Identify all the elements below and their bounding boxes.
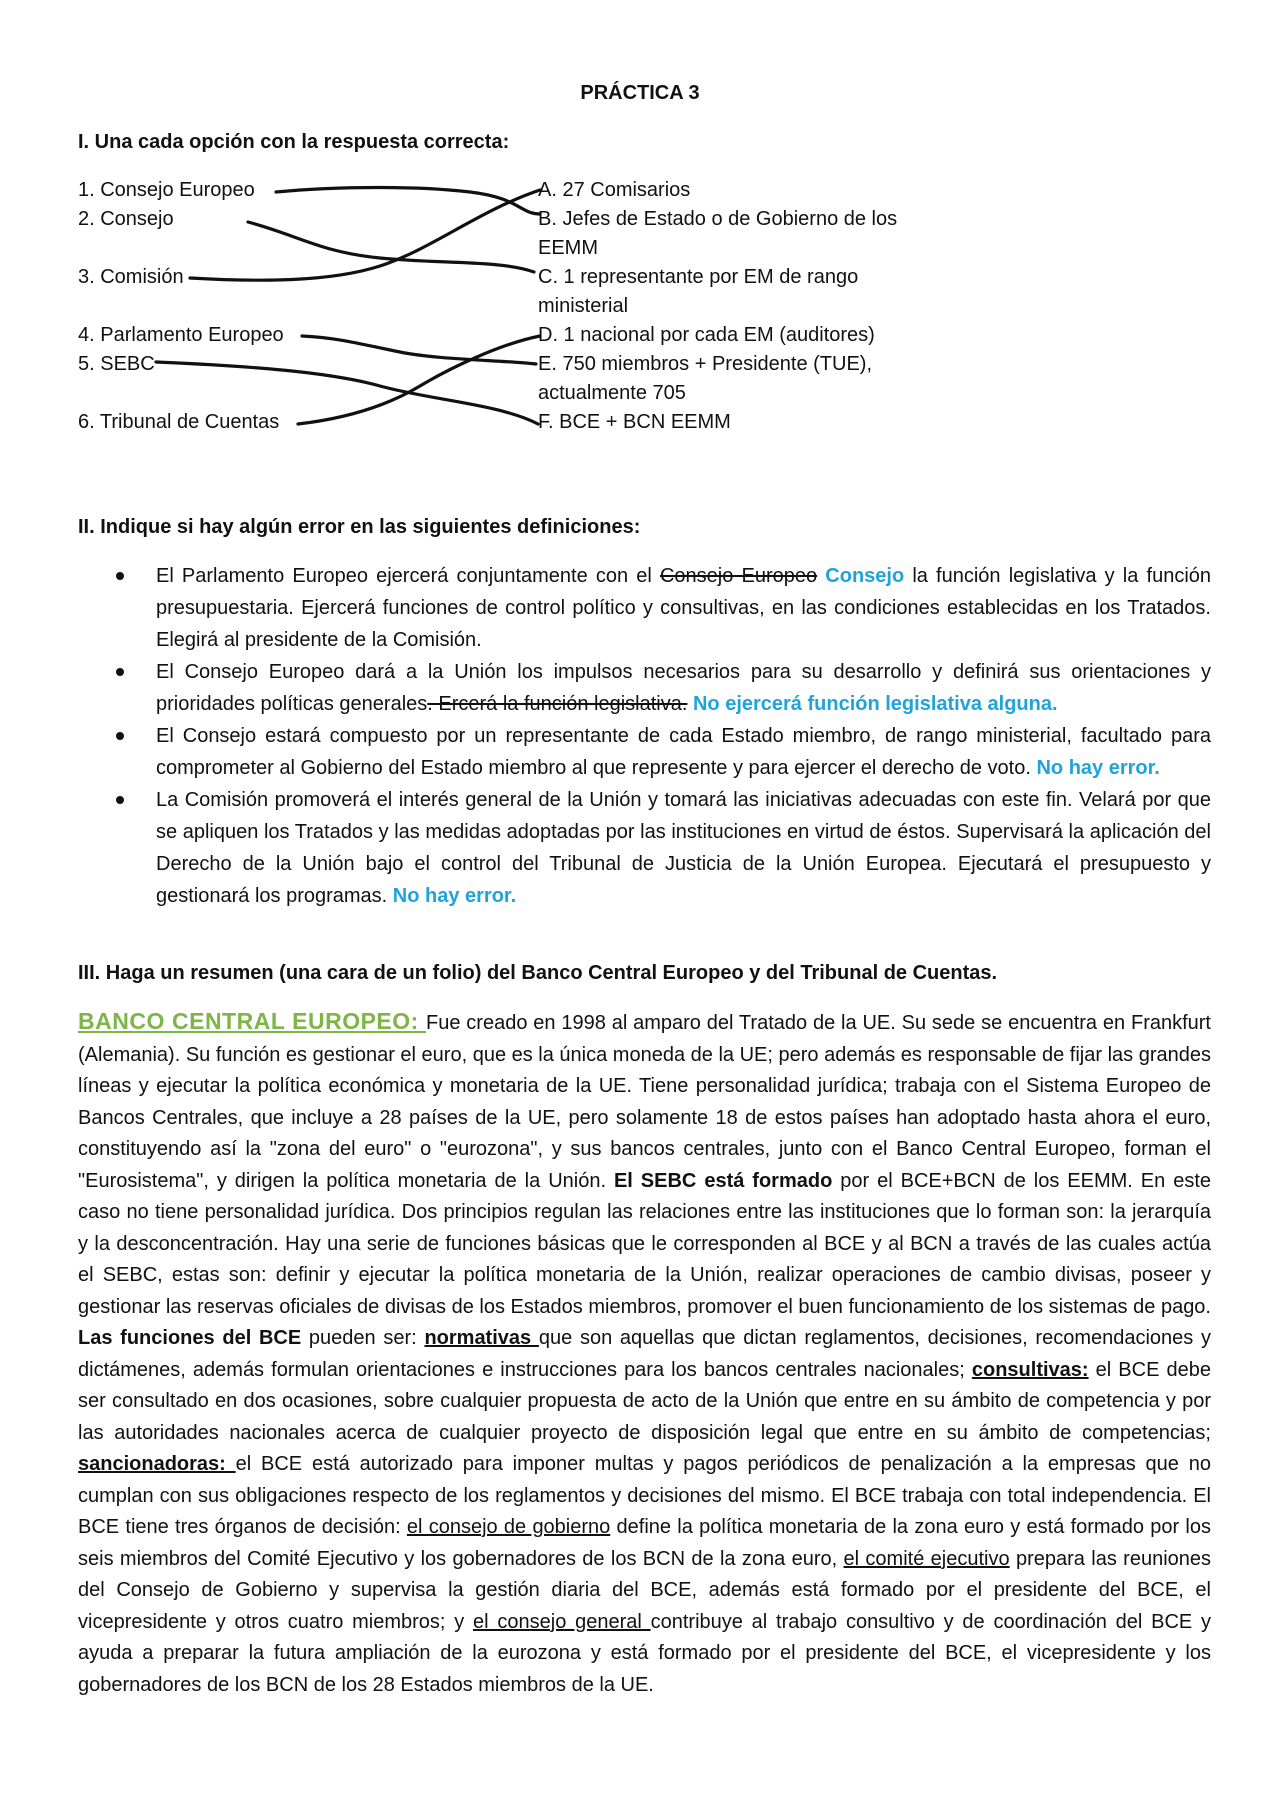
definitions-list xyxy=(78,560,1211,912)
left-item-3: 3. Comisión xyxy=(78,266,184,288)
right-item-e: E. 750 miembros + Presidente (TUE), xyxy=(538,353,873,375)
section-2-heading: II. Indique si hay algún error en las siguientes definiciones: xyxy=(78,516,641,538)
right-item-c-cont: ministerial xyxy=(538,295,629,317)
consejo-general-term: el consejo general xyxy=(473,1610,651,1633)
match-line-2-c xyxy=(248,222,534,272)
right-item-b-cont: EEMM xyxy=(538,237,598,259)
summary-text: Fue creado en 1998 al amparo del Tratado de la UE. Su sede se encuentra en Frankfurt (Alemania). Su función es gestionar el euro, que es la única moneda de la UE; pero además es responsable de fijar las grandes líneas y ejecutar la política económica y monetaria de la UE. Tiene personalidad jurídica; trabaja con el Sistema Europeo de Bancos Centrales, que incluye a 28 países de la UE, pero solamente 18 de estos países han adoptado hasta ahora el euro, constituyendo así la "zona del euro" o "eurozona", y sus bancos centrales, junto con el Banco Central Europeo, forman el "Eurosistema", y dirigen la política monetaria de la Unión. xyxy=(78,1012,1211,1192)
right-item-f: F. BCE + BCN EEMM xyxy=(538,411,731,433)
left-item-5: 5. SEBC xyxy=(78,353,155,375)
summary-text: contribuye al trabajo consultivo y de coordinación del BCE y ayuda a preparar la futura ampliación de la eurozona y está formado por el presidente del BCE, el vicepresidente y los gobernadores de los BCN de los 28 Estados miembros de la UE. xyxy=(78,1610,1212,1696)
right-item-e-cont: actualmente 705 xyxy=(538,382,686,404)
definition-item xyxy=(78,720,1211,784)
struck-text: Consejo Europeo xyxy=(659,565,818,587)
summary-text: define la política monetaria de la zona euro y está formado por los seis miembros del Comité Ejecutivo y los gobernadores de los BCN de la zona euro, xyxy=(78,1516,1211,1570)
bce-summary xyxy=(78,1006,1211,1701)
section-3-heading: III. Haga un resumen (una cara de un folio) del Banco Central Europeo y del Tribunal de Cuentas. xyxy=(78,962,998,984)
definition-text: La Comisión promoverá el interés general de la Unión y tomará las iniciativas adecuadas con este fin. Velará por que se apliquen los Tratados y las medidas adoptadas por las instituciones en virtud de éstos. Supervisará la aplicación del Derecho de la Unión bajo el control del Tribunal de Justicia de la Unión Europea. Ejecutará el presupuesto y gestionará los programas. xyxy=(156,789,1211,907)
correction-text: Consejo xyxy=(817,565,905,587)
right-item-d: D. 1 nacional por cada EM (auditores) xyxy=(538,324,875,346)
left-item-4: 4. Parlamento Europeo xyxy=(78,324,284,346)
funciones-bold: Las funciones del BCE xyxy=(78,1327,302,1349)
summary-text: que son aquellas que dictan reglamentos, decisiones, recomendaciones y dictámenes, además formulan orientaciones e instrucciones para los bancos centrales nacionales; xyxy=(78,1327,1212,1381)
definition-item xyxy=(78,560,1211,656)
left-item-1: 1. Consejo Europeo xyxy=(78,179,255,201)
bullet-icon xyxy=(116,572,124,580)
bullet-icon xyxy=(116,668,124,676)
match-line-1-b xyxy=(276,188,540,215)
left-item-6: 6. Tribunal de Cuentas xyxy=(78,411,280,433)
correction-text: No hay error. xyxy=(387,885,517,907)
comite-ejecutivo-term: el comité ejecutivo xyxy=(843,1547,1010,1570)
match-line-6-d xyxy=(298,336,540,424)
normativas-term: normativas xyxy=(424,1327,539,1349)
sancionadoras-term: sancionadoras: xyxy=(78,1453,236,1475)
section-1-heading: I. Una cada opción con la respuesta correcta: xyxy=(78,131,510,153)
match-line-4-e xyxy=(302,336,536,364)
right-item-a: A. 27 Comisarios xyxy=(538,179,691,201)
right-item-c: C. 1 representante por EM de rango xyxy=(538,266,859,288)
correction-text: No ejercerá función legislativa alguna. xyxy=(687,693,1058,715)
consejo-gobierno-term: el consejo de gobierno xyxy=(406,1516,611,1538)
definition-item xyxy=(78,656,1211,720)
sebc-bold: El SEBC está formado xyxy=(613,1169,833,1192)
definition-text: El Consejo estará compuesto por un representante de cada Estado miembro, de rango ministerial, facultado para comprometer al Gobierno del Estado miembro al que represente y para ejercer el derecho de voto. xyxy=(156,725,1211,779)
bullet-icon xyxy=(116,732,124,740)
consultivas-term: consultivas: xyxy=(971,1358,1089,1381)
right-item-b: B. Jefes de Estado o de Gobierno de los xyxy=(538,208,898,230)
summary-text: pueden ser: xyxy=(301,1327,425,1349)
definition-item xyxy=(78,784,1211,912)
summary-text: el BCE debe ser consultado en dos ocasiones, sobre cualquier propuesta de acto de la Unión que entre en su ámbito de competencia y por las autoridades nacionales acerca de cualquier proyecto de disposición legal que entre en su ámbito de competencias; xyxy=(78,1358,1211,1444)
page-title: PRÁCTICA 3 xyxy=(580,82,700,104)
definition-text: El Consejo Europeo dará a la Unión los impulsos necesarios para su desarrollo y definirá sus orientaciones y prioridades políticas generales xyxy=(156,661,1211,715)
left-item-2: 2. Consejo xyxy=(78,208,174,230)
summary-text: el BCE está autorizado para imponer multas y pagos periódicos de penalización a la empresas que no cumplan con sus obligaciones respecto de los reglamentos y decisiones del mismo. El BCE trabaja con total independencia. El BCE tiene tres órganos de decisión: xyxy=(78,1453,1211,1538)
summary-text: prepara las reuniones del Consejo de Gobierno y supervisa la gestión diaria del BCE, además está formado por el presidente del BCE, el vicepresidente y otros cuatro miembros; y xyxy=(78,1547,1212,1633)
definition-text: la función legislativa y la función presupuestaria. Ejercerá funciones de control político y consultivas, en las condiciones establecidas en los Tratados. Elegirá al presidente de la Comisión. xyxy=(156,565,1212,651)
summary-text: por el BCE+BCN de los EEMM. En este caso no tiene personalidad jurídica. Dos principios regulan las relaciones entre las instituciones que lo forman son: la jerarquía y la desconcentración. Hay una serie de funciones básicas que le corresponden al BCE y al BCN a través de las cuales actúa el SEBC, estas son: definir y ejecutar la política monetaria de la Unión, realizar operaciones de cambio divisas, poseer y gestionar las reservas oficiales de divisas de los Estados miembros, promover el buen funcionamiento de los sistemas de pago. xyxy=(78,1169,1212,1318)
struck-text: . Ercerá la función legislativa. xyxy=(427,693,688,715)
bce-title: BANCO CENTRAL EUROPEO: xyxy=(78,1008,426,1034)
correction-text: No hay error. xyxy=(1030,757,1160,779)
definition-text: El Parlamento Europeo ejercerá conjuntamente con el xyxy=(156,565,660,587)
bullet-icon xyxy=(116,796,124,804)
